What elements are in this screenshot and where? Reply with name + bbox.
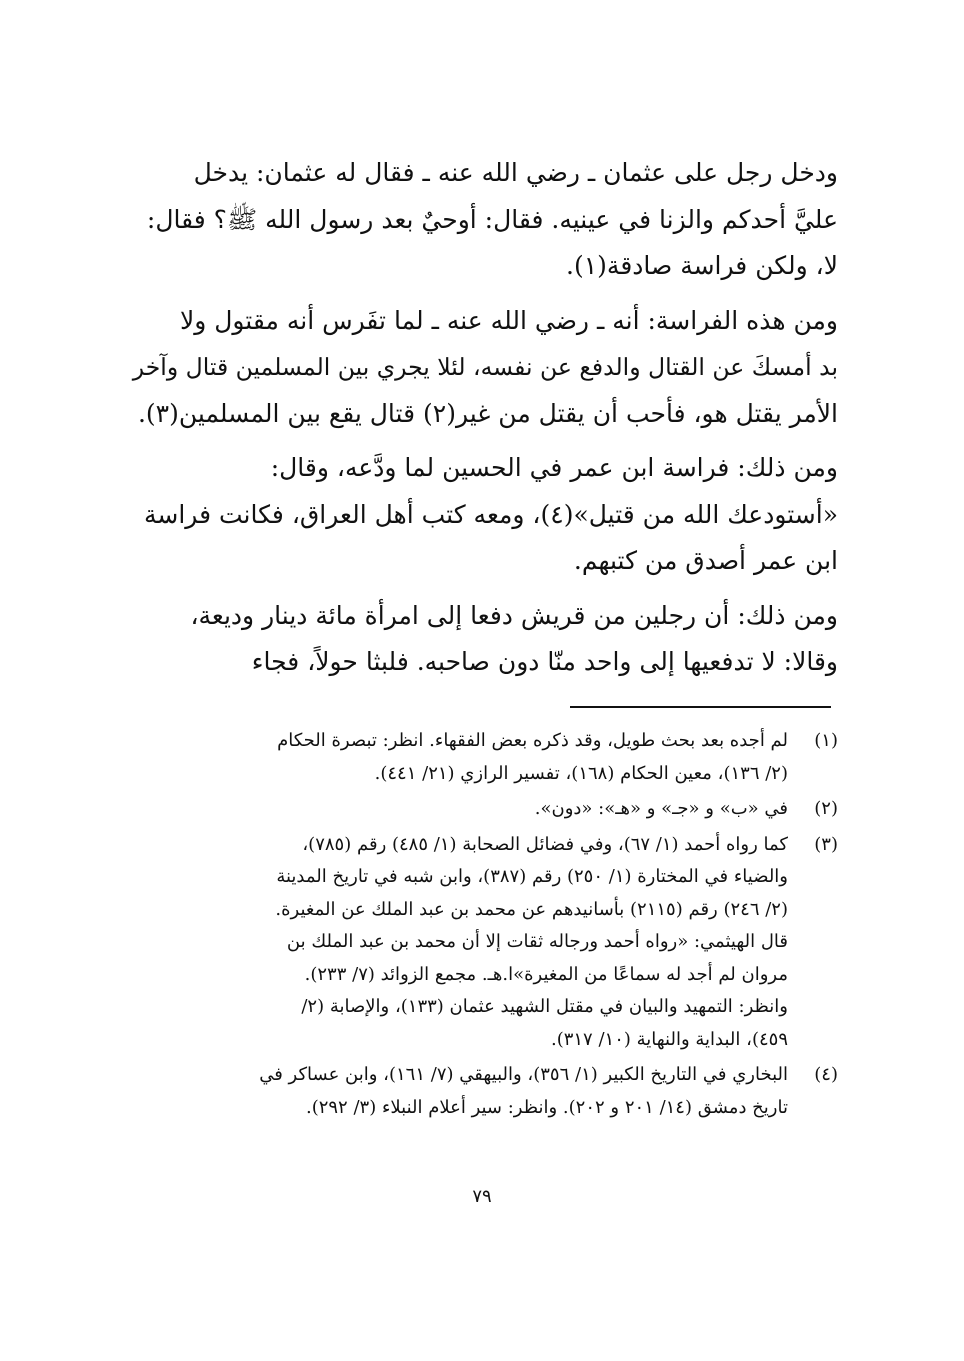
paragraph xyxy=(133,445,838,585)
paragraph xyxy=(133,150,838,290)
text-line: وقالا: لا تدفعيها إلى واحد منّا دون صاحبه. فلبثا حولاً، فجاء xyxy=(251,647,838,676)
footnote-line: ٤٥٩)، البداية والنهاية (١٠/ ٣١٧). xyxy=(550,1028,788,1050)
text-line: ابن عمر أصدق من كتبهم. xyxy=(573,546,838,575)
footnote-line: لم أجده بعد بحث طويل، وقد ذكره بعض الفقهاء. انظر: تبصرة الحكام xyxy=(277,730,788,751)
footnote-line: كما رواه أحمد (١/ ٦٧)، وفي فضائل الصحابة (١/ ٤٨٥) رقم (٧٨٥)، xyxy=(302,833,788,855)
footnote-number: (٤) xyxy=(814,1064,838,1085)
text-line: لا، ولكن فراسة صادقة(١). xyxy=(566,251,838,280)
text-line: ودخل رجل على عثمان ـ رضي الله عنه ـ فقال له عثمان: يدخل xyxy=(193,158,838,187)
footnote-separator xyxy=(570,706,831,708)
footnotes xyxy=(133,725,838,1127)
footnote xyxy=(133,793,838,826)
footnote xyxy=(133,1059,838,1124)
footnote xyxy=(133,725,838,790)
footnote-number: (١) xyxy=(814,730,838,751)
footnote-line: البخاري في التاريخ الكبير (١/ ٣٥٦)، والبيهقي (٧/ ١٦١)، وابن عساكر في xyxy=(259,1064,788,1085)
text-line: ومن ذلك: فراسة ابن عمر في الحسين لما ودَّعه، وقال: xyxy=(270,453,838,482)
footnote xyxy=(133,829,838,1057)
page-number: ٧٩ xyxy=(472,1186,492,1207)
footnote-line: والضياء في المختارة (١/ ٢٥٠) رقم (٣٨٧)، وابن شبه في تاريخ المدينة xyxy=(276,866,788,887)
text-line: «أستودعك الله من قتيل»(٤)، ومعه كتب أهل العراق، فكانت فراسة xyxy=(144,499,838,529)
footnote-number: (٢) xyxy=(814,798,838,819)
paragraph xyxy=(133,298,838,438)
text-line: ومن ذلك: أن رجلين من قريش دفعا إلى امرأة مائة دينار وديعة، xyxy=(190,600,838,630)
text-line: بد أمسكَ عن القتال والدفع عن نفسه، لئلا يجري بين المسلمين قتال وآخر xyxy=(132,353,838,381)
footnote-line: (٢/ ٢٤٦) رقم (٢١١٥) بأسانيدهم عن محمد بن عبد الملك عن المغيرة. xyxy=(275,898,788,920)
footnote-number: (٣) xyxy=(814,833,838,855)
text-line: ومن هذه الفراسة: أنه ـ رضي الله عنه ـ لما تفَرس أنه مقتول ولا xyxy=(179,305,838,335)
footnote-line: تاريخ دمشق (١٤/ ٢٠١ و ٢٠٢). وانظر: سير أعلام النبلاء (٣/ ٢٩٢). xyxy=(305,1096,788,1118)
text-line: عليَّ أحدكم والزنا في عينيه. فقال: أوحيٌ بعد رسول الله ﷺ؟ فقال: xyxy=(146,204,838,234)
text-line: الأمر يقتل هو، فأحب أن يقتل من غير(٢) قتال يقع بين المسلمين(٣). xyxy=(137,398,838,428)
main-text xyxy=(133,150,838,694)
footnote-line: (٢/ ١٣٦)، معين الحكام (١٦٨)، تفسير الرازي (٢١/ ٤٤١). xyxy=(374,762,788,784)
footnote-line: قال الهيثمي: «رواه أحمد ورجاله ثقات إلا أن محمد بن عبد الملك بن xyxy=(286,931,788,952)
footnote-line: وانظر: التمهيد والبيان في مقتل الشهيد عثمان (١٣٣)، والإصابة (٢/ xyxy=(301,996,788,1017)
footnote-line: مروان لم أجد له سماعًا من المغيرة»ا.هـ. مجمع الزوائد (٧/ ٢٣٣). xyxy=(304,963,788,985)
footnote-line: في «ب» و «جـ» و «هـ»: «دون». xyxy=(534,798,788,819)
paragraph xyxy=(133,593,838,686)
